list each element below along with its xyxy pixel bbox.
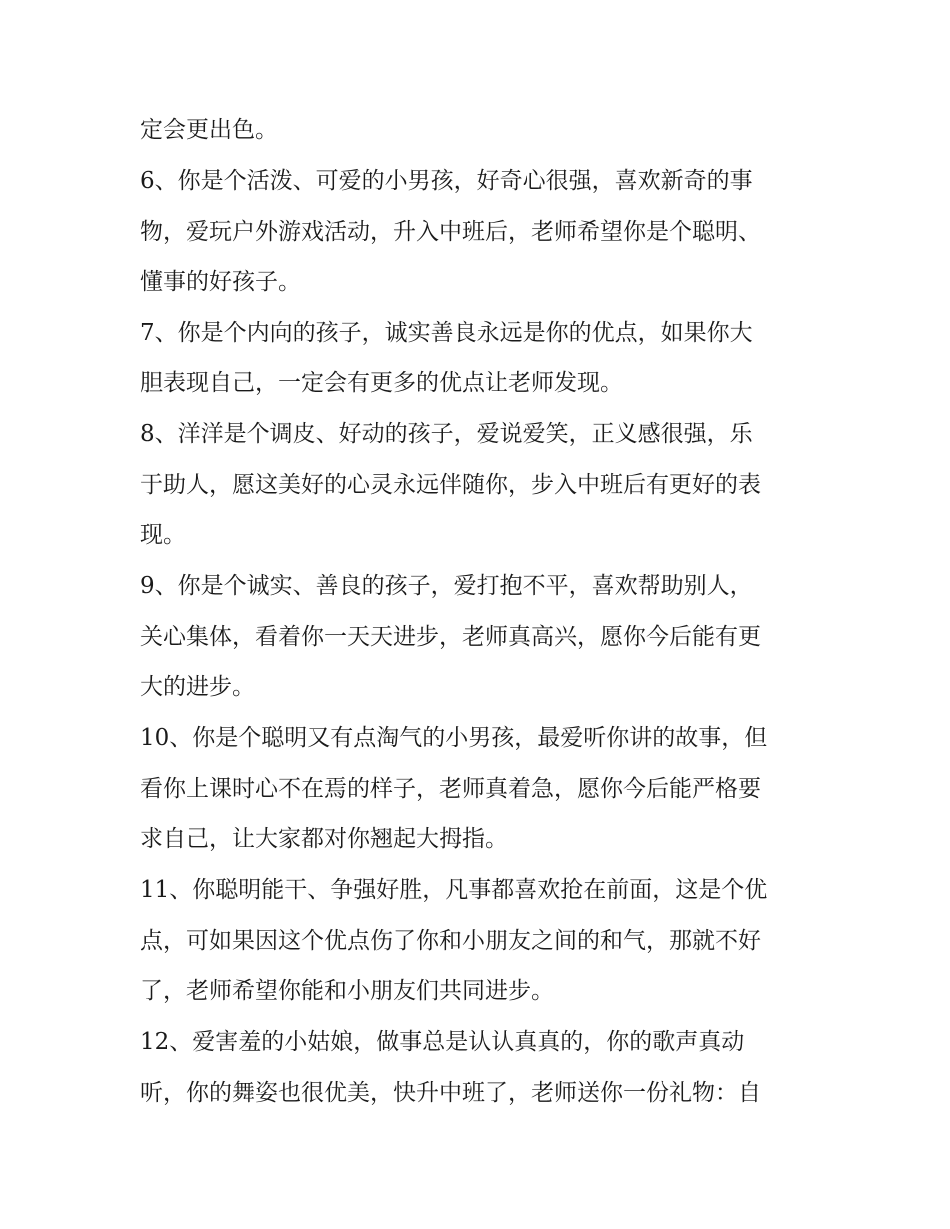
text-line: 胆表现自己，一定会有更多的优点让老师发现。 <box>140 370 623 396</box>
text-line: 懂事的好孩子。 <box>140 269 301 295</box>
text-line: 求自己，让大家都对你翘起大拇指。 <box>140 826 508 852</box>
text-line: 物，爱玩户外游戏活动，升入中班后，老师希望你是个聪明、 <box>140 219 761 245</box>
text-line: 9、你是个诚实、善良的孩子，爱打抱不平，喜欢帮助别人， <box>140 573 753 599</box>
text-line: 12、爱害羞的小姑娘，做事总是认认真真的，你的歌声真动 <box>140 1029 745 1055</box>
text-line: 听，你的舞姿也很优美，快升中班了，老师送你一份礼物：自 <box>140 1080 761 1106</box>
text-line: 现。 <box>140 522 186 548</box>
text-line: 于助人，愿这美好的心灵永远伴随你，步入中班后有更好的表 <box>140 472 761 498</box>
text-line: 11、你聪明能干、争强好胜，凡事都喜欢抢在前面，这是个优 <box>140 877 768 903</box>
text-line: 10、你是个聪明又有点淘气的小男孩，最爱听你讲的故事，但 <box>140 725 768 751</box>
text-line: 7、你是个内向的孩子，诚实善良永远是你的优点，如果你大 <box>140 320 753 346</box>
text-line: 定会更出色。 <box>140 117 278 143</box>
text-line: 点，可如果因这个优点伤了你和小朋友之间的和气，那就不好 <box>140 928 761 954</box>
text-line: 大的进步。 <box>140 674 255 700</box>
text-line: 8、洋洋是个调皮、好动的孩子，爱说爱笑，正义感很强，乐 <box>140 421 753 447</box>
text-line: 看你上课时心不在焉的样子，老师真着急，愿你今后能严格要 <box>140 776 761 802</box>
text-line: 6、你是个活泼、可爱的小男孩，好奇心很强，喜欢新奇的事 <box>140 168 753 194</box>
text-line: 了，老师希望你能和小朋友们共同进步。 <box>140 978 554 1004</box>
text-line: 关心集体，看着你一天天进步，老师真高兴，愿你今后能有更 <box>140 624 761 650</box>
